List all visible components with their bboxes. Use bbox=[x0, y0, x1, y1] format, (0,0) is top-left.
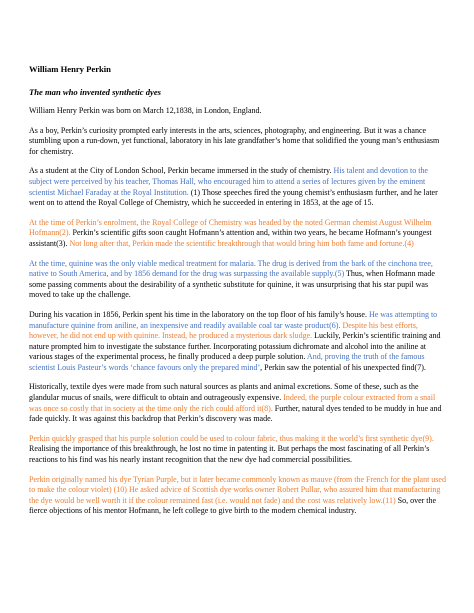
document-body bbox=[29, 106, 448, 517]
paragraph-6 bbox=[29, 310, 448, 374]
paragraph-1 bbox=[29, 106, 448, 117]
paragraph-7 bbox=[29, 382, 448, 424]
document-subtitle: The man who invented synthetic dyes bbox=[29, 87, 162, 97]
text-segment: Luckily, Perkin’s scientific training and nature prompted him to investigate the substance further. Incorporating potassium dichromate and alcohol into the aniline at various stages of the experimental process, he finally produced a deep purple solution. bbox=[29, 331, 441, 362]
text-segment: As a boy, Perkin’s curiosity prompted early interests in the arts, sciences, photography, and engineering. But it was a chance stumbling upon a run-down, yet functional, laboratory in his late grandfather’s home that solidified the young man’s enthusiasm for chemistry. bbox=[29, 125, 440, 156]
text-segment: Perkin’s scientific gifts soon caught Hofmann’s attention and, within two years, he became Hofmann’s youngest assistant(3). bbox=[29, 228, 432, 248]
text-segment: (1) Those speeches fired the young chemist’s enthusiasm further, and he later went on to attend the Royal College of Chemistry, which he succeeded in entering in 1853, at the age of 15. bbox=[29, 187, 438, 208]
text-segment: And, proving the truth of the famous scientist Louis Pasteur’s words ‘chance favours only the prepared mind’ bbox=[29, 352, 425, 372]
text-segment: Despite his best efforts, however, he did not end up with quinine. Instead, he produced a mysterious dark sludge. bbox=[29, 320, 418, 341]
text-segment: Indeed, the purple colour extracted from a snail was once so costly that in society at the time only the rich could afford it(8). bbox=[29, 393, 436, 413]
text-segment: Perkin quickly grasped that his purple solution could be used to colour fabric, thus making it the world’s first synthetic dye(9). bbox=[29, 433, 434, 443]
text-segment: Not long after that, Perkin made the scientific breakthrough that would bring him both fame and fortune.(4) bbox=[69, 238, 414, 248]
text-segment: At the time, quinine was the only viable medical treatment for malaria. The drug is derived from the bark of the cinchona tree, native to South America, and by 1856 demand for the drug was surpassing the available supply.(5) bbox=[29, 258, 433, 279]
paragraph-4 bbox=[29, 218, 448, 250]
paragraph-2 bbox=[29, 126, 448, 158]
paragraph-9 bbox=[29, 475, 448, 517]
text-segment: During his vacation in 1856, Perkin spent his time in the laboratory on the top floor of his family’s house. bbox=[29, 309, 369, 319]
text-segment: He was attempting to manufacture quinine from aniline, an inexpensive and readily available coal tar waste product(6). bbox=[29, 309, 438, 330]
paragraph-5 bbox=[29, 259, 448, 301]
text-segment: Realising the importance of this breakthrough, he lost no time in patenting it. But perhaps the most fascinating of all Perkin’s reactions to his find was his nearly instant recognition that the new dye had commercial possibilities. bbox=[29, 444, 430, 465]
text-segment: So, over the fierce objections of his mentor Hofmann, he left college to give birth to the modern chemical industry. bbox=[29, 495, 437, 516]
text-segment: His talent and devotion to the subject were perceived by his teacher, Thomas Hall, who encouraged him to attend a series of lectures given by the eminent scientist Michael Faraday at the Royal Institution. bbox=[29, 166, 428, 197]
text-segment: As a student at the City of London School, Perkin became immersed in the study of chemistry. bbox=[29, 166, 334, 176]
paragraph-3 bbox=[29, 166, 448, 208]
text-segment: , Perkin saw the potential of his unexpected find(7). bbox=[260, 362, 426, 372]
paragraph-8 bbox=[29, 434, 448, 466]
document-title: William Henry Perkin bbox=[29, 64, 111, 74]
text-segment: Thus, when Hofmann made some passing comments about the desirability of a synthetic substitute for quinine, it was unsurprising that his star pupil was moved to take up the challenge. bbox=[29, 269, 435, 300]
text-segment: William Henry Perkin was born on March 12,1838, in London, England. bbox=[29, 106, 262, 115]
text-segment: Historically, textile dyes were made from such natural sources as plants and animal excretions. Some of these, such as the glandular mucus of snails, were difficult to obtain and outrageously expensive. bbox=[29, 382, 419, 403]
text-segment: Perkin originally named his dye Tyrian Purple, but it later became commonly known as mauve (from the French for the plant used to make the colour violet) (10) He asked advice of Scottish dye works owner Robert Pullar, who assured him that manufacturing the dye would be well worth it if the colour remained fast (i.e. would not fade) and the cost was relatively low.(11) bbox=[29, 474, 446, 505]
text-segment: Further, natural dyes tended to be muddy in hue and fade quickly. It was against this backdrop that Perkin’s discovery was made. bbox=[29, 403, 442, 424]
text-segment: At the time of Perkin’s enrolment, the Royal College of Chemistry was headed by the noted German chemist August Wilhelm Hofmann(2). bbox=[29, 217, 432, 238]
